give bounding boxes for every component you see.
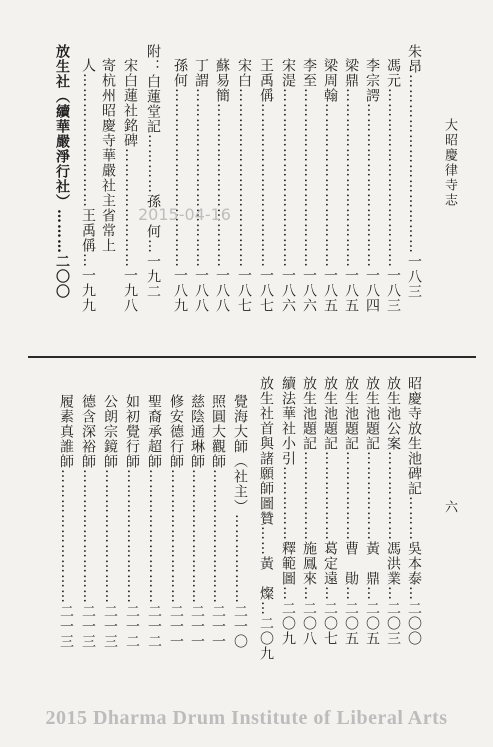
toc-entry: 覺海大師（社主）………………二一〇 <box>232 394 248 649</box>
toc-entry: 李至………………………………一八六 <box>301 58 317 313</box>
toc-entry: 放生池題記………………曹 勛…二〇五 <box>343 376 359 646</box>
toc-entry: 履素真誰師………………………二一三 <box>58 394 74 649</box>
toc-entry: 人………………………王禹偁…一九九 <box>80 58 96 313</box>
page-number: 六 <box>442 500 457 515</box>
running-head: 大昭慶律寺志 <box>442 118 457 208</box>
toc-entry: 如初覺行師………………………二一二 <box>124 394 140 649</box>
toc-entry: 放生池題記………………施鳳來…二〇八 <box>301 376 317 646</box>
toc-entry: 照圓大觀師………………………二一一 <box>210 394 226 649</box>
toc-entry: 放生社首與諸願師圖贊……黃 燦…二〇九 <box>258 376 274 661</box>
toc-entry: 蘇易簡……………………………一八八 <box>214 58 230 313</box>
toc-entry: 宋白………………………………一八七 <box>236 58 252 313</box>
toc-entry: 馮元………………………………一八三 <box>385 58 401 313</box>
toc-entry: 宋白蓮社銘碑……………………一九八 <box>122 58 138 313</box>
footer-watermark: 2015 Dharma Drum Institute of Liberal Arts <box>45 707 448 729</box>
toc-entry: 聖裔承超師………………………二一二 <box>146 394 162 649</box>
section-divider <box>28 356 476 358</box>
toc-entry: 續法華社小引……………釋範圖…二〇九 <box>280 376 296 646</box>
toc-entry: 孫何………………………………一八九 <box>172 58 188 313</box>
toc-entry: 公朗宗鏡師………………………二一三 <box>102 394 118 649</box>
toc-entry: 放生池公案………………馮洪業…二〇三 <box>385 376 401 646</box>
date-watermark: 2015-04-16 <box>138 205 231 224</box>
toc-entry: 附：白蓮堂記…………孫 何…一九二 <box>145 44 161 299</box>
toc-entry: 王禹偁……………………………一八七 <box>258 58 274 313</box>
toc-entry: 宋湜………………………………一八六 <box>280 58 296 313</box>
toc-entry: 修安德行師………………………二一一 <box>168 394 184 649</box>
toc-entry: 放生池題記………………葛定遠…二〇七 <box>322 376 338 646</box>
toc-entry: 放生池題記………………黃 鼎…二〇五 <box>364 376 380 646</box>
toc-entry: 梁周翰……………………………一八五 <box>322 58 338 313</box>
toc-entry: 慈陰通琳師………………………二一一 <box>189 394 205 649</box>
toc-entry: 梁鼎………………………………一八五 <box>343 58 359 313</box>
toc-entry: 李宗諤……………………………一八四 <box>364 58 380 313</box>
toc-entry: 德含深裕師………………………二一三 <box>80 394 96 649</box>
toc-entry: 朱昂………………………………一八三 <box>406 44 422 299</box>
toc-section-heading: 放生社（續華嚴淨行社）………二〇〇 <box>54 44 70 299</box>
toc-entry: 昭慶寺放生池碑記………吳本泰…二〇〇 <box>406 376 422 646</box>
toc-entry: 丁謂………………………………一八八 <box>193 58 209 313</box>
toc-entry: 寄杭州昭慶寺華嚴社主省常上 <box>100 58 116 253</box>
